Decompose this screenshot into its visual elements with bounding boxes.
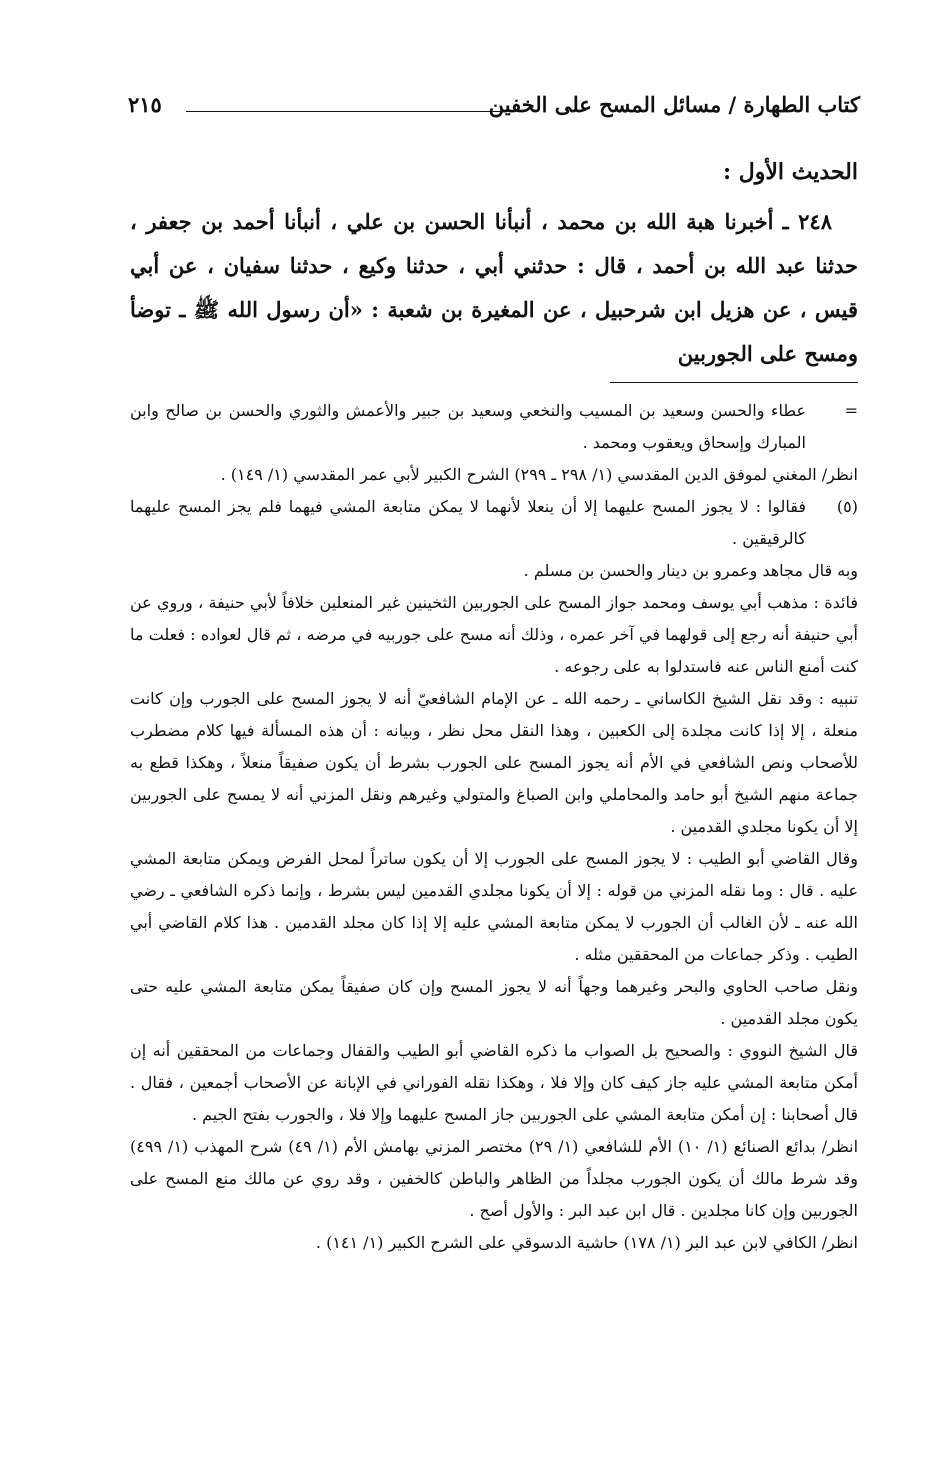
footnote-paragraph: قال الشيخ النووي : والصحيح بل الصواب ما ذكره القاضي أبو الطيب والقفال وجماعات من المحققين أنه إن أمكن متابعة المشي عليه جاز كيف كان وإلا فلا ، وهكذا نقله الفوراني في الإبانة عن الأصحاب أجمعين ، فقال . قال أصحابنا : إن أمكن متابعة المشي على الجوربين جاز المسح عليهما وإلا فلا ، والجورب بفتح الجيم .	[130, 1041, 859, 1124]
hadith-number: ٢٤٨ ـ	[782, 209, 832, 234]
continuation-mark: =	[844, 401, 858, 420]
footnote-continuation	[130, 395, 858, 459]
page-number: ٢١٥	[128, 92, 162, 117]
footnote-paragraph: وقال القاضي أبو الطيب : لا يجوز المسح على الجورب إلا أن يكون ساتراً لمحل الفرض ويمكن متابعة المشي عليه . قال : وما نقله المزني من قوله : إلا أن يكونا مجلدي القدمين ليس بشرط ، وإنما ذكره الشافعي ـ رضي الله عنه ـ لأن الغالب أن الجورب لا يمكن متابعة المشي عليه إلا إذا كان مجلد القدمين . هذا كلام القاضي أبي الطيب . وذكر جماعات من المحققين مثله .	[130, 849, 859, 964]
footnote-text: فقالوا : لا يجوز المسح عليهما إلا أن ينعلا لأنهما لا يمكن متابعة المشي فيهما فلم يجز المسح عليهما كالرقيقين .	[130, 497, 806, 548]
footnote-separator	[610, 382, 858, 383]
header-rule	[186, 111, 510, 112]
footnote-reference: انظر/ بدائع الصنائع (١/ ١٠) الأم للشافعي (١/ ٢٩) مختصر المزني بهامش الأم (١/ ٤٩) شرح المهذب (١/ ٤٩٩) وقد شرط مالك أن يكون الجورب مجلداً من الظاهر والباطن كالخفين ، وقد روي عن مالك منع المسح على الجوربين وإن كانا مجلدين . قال ابن عبد البر : والأول أصح .	[130, 1137, 859, 1220]
footnote-reference: انظر/ المغني لموفق الدين المقدسي (١/ ٢٩٨ ـ ٢٩٩) الشرح الكبير لأبي عمر المقدسي (١/ ١٤٩) .	[220, 465, 858, 484]
main-text	[130, 150, 858, 376]
header-title: كتاب الطهارة / مسائل المسح على الخفين	[488, 92, 860, 117]
footnote-5	[130, 491, 858, 555]
footnote-text: عطاء والحسن وسعيد بن المسيب والنخعي وسعيد بن جبير والأعمش والثوري والحسن بن صالح وابن المبارك وإسحاق ويعقوب ومحمد .	[130, 401, 806, 452]
hadith-text: أخبرنا هبة الله بن محمد ، أنبأنا الحسن بن علي ، أنبأنا أحمد بن جعفر ، حدثنا عبد الله بن أحمد ، قال : حدثني أبي ، حدثنا وكيع ، حدثنا سفيان ، عن أبي قيس ، عن هزيل ابن شرحبيل ، عن المغيرة بن شعبة : «أن رسول الله ﷺ ـ توضأ ومسح على الجوربين	[130, 209, 858, 366]
running-header	[128, 92, 860, 126]
section-heading: الحديث الأول :	[723, 159, 858, 185]
hadith-paragraph	[130, 200, 858, 376]
footnotes	[130, 395, 858, 1259]
footnote-paragraph: فائدة : مذهب أبي يوسف ومحمد جواز المسح على الجوربين الثخينين غير المنعلين خلافاً لأبي حنيفة ، وروي عن أبي حنيفة أنه رجع إلى قولهما في آخر عمره ، وذلك أنه مسح على جوربيه في مرضه ، ثم قال لعواده : فعلت ما كنت أمنع الناس عنه فاستدلوا به على رجوعه .	[130, 593, 858, 676]
footnote-number: (٥)	[836, 497, 858, 516]
footnote-paragraph: ونقل صاحب الحاوي والبحر وغيرهما وجهاً أنه لا يجوز المسح وإن كان صفيقاً يمكن متابعة المشي عليه حتى يكون مجلد القدمين .	[130, 977, 858, 1028]
footnote-paragraph: تنبيه : وقد نقل الشيخ الكاساني ـ رحمه الله ـ عن الإمام الشافعيّ أنه لا يجوز المسح على الجورب وإن كانت منعلة ، إلا إذا كانت مجلدة إلى الكعبين ، وهذا النقل محل نظر ، وبيانه : أن هذه المسألة فيها كلام مضطرب للأصحاب ونص الشافعي في الأم أنه يجوز المسح على الجورب بشرط أن يكون صفيقاً منعلاً ، وهكذا قطع به جماعة منهم الشيخ أبو حامد والمحاملي وابن الصباغ والمتولي وغيرهم ونقل المزني أنه لا يمسح على الجوربين إلا أن يكونا مجلدي القدمين .	[130, 689, 858, 836]
footnote-paragraph: وبه قال مجاهد وعمرو بن دينار والحسن بن مسلم .	[523, 561, 858, 580]
footnote-reference: انظر/ الكافي لابن عبد البر (١/ ١٧٨) حاشية الدسوقي على الشرح الكبير (١/ ١٤١) .	[315, 1233, 858, 1252]
